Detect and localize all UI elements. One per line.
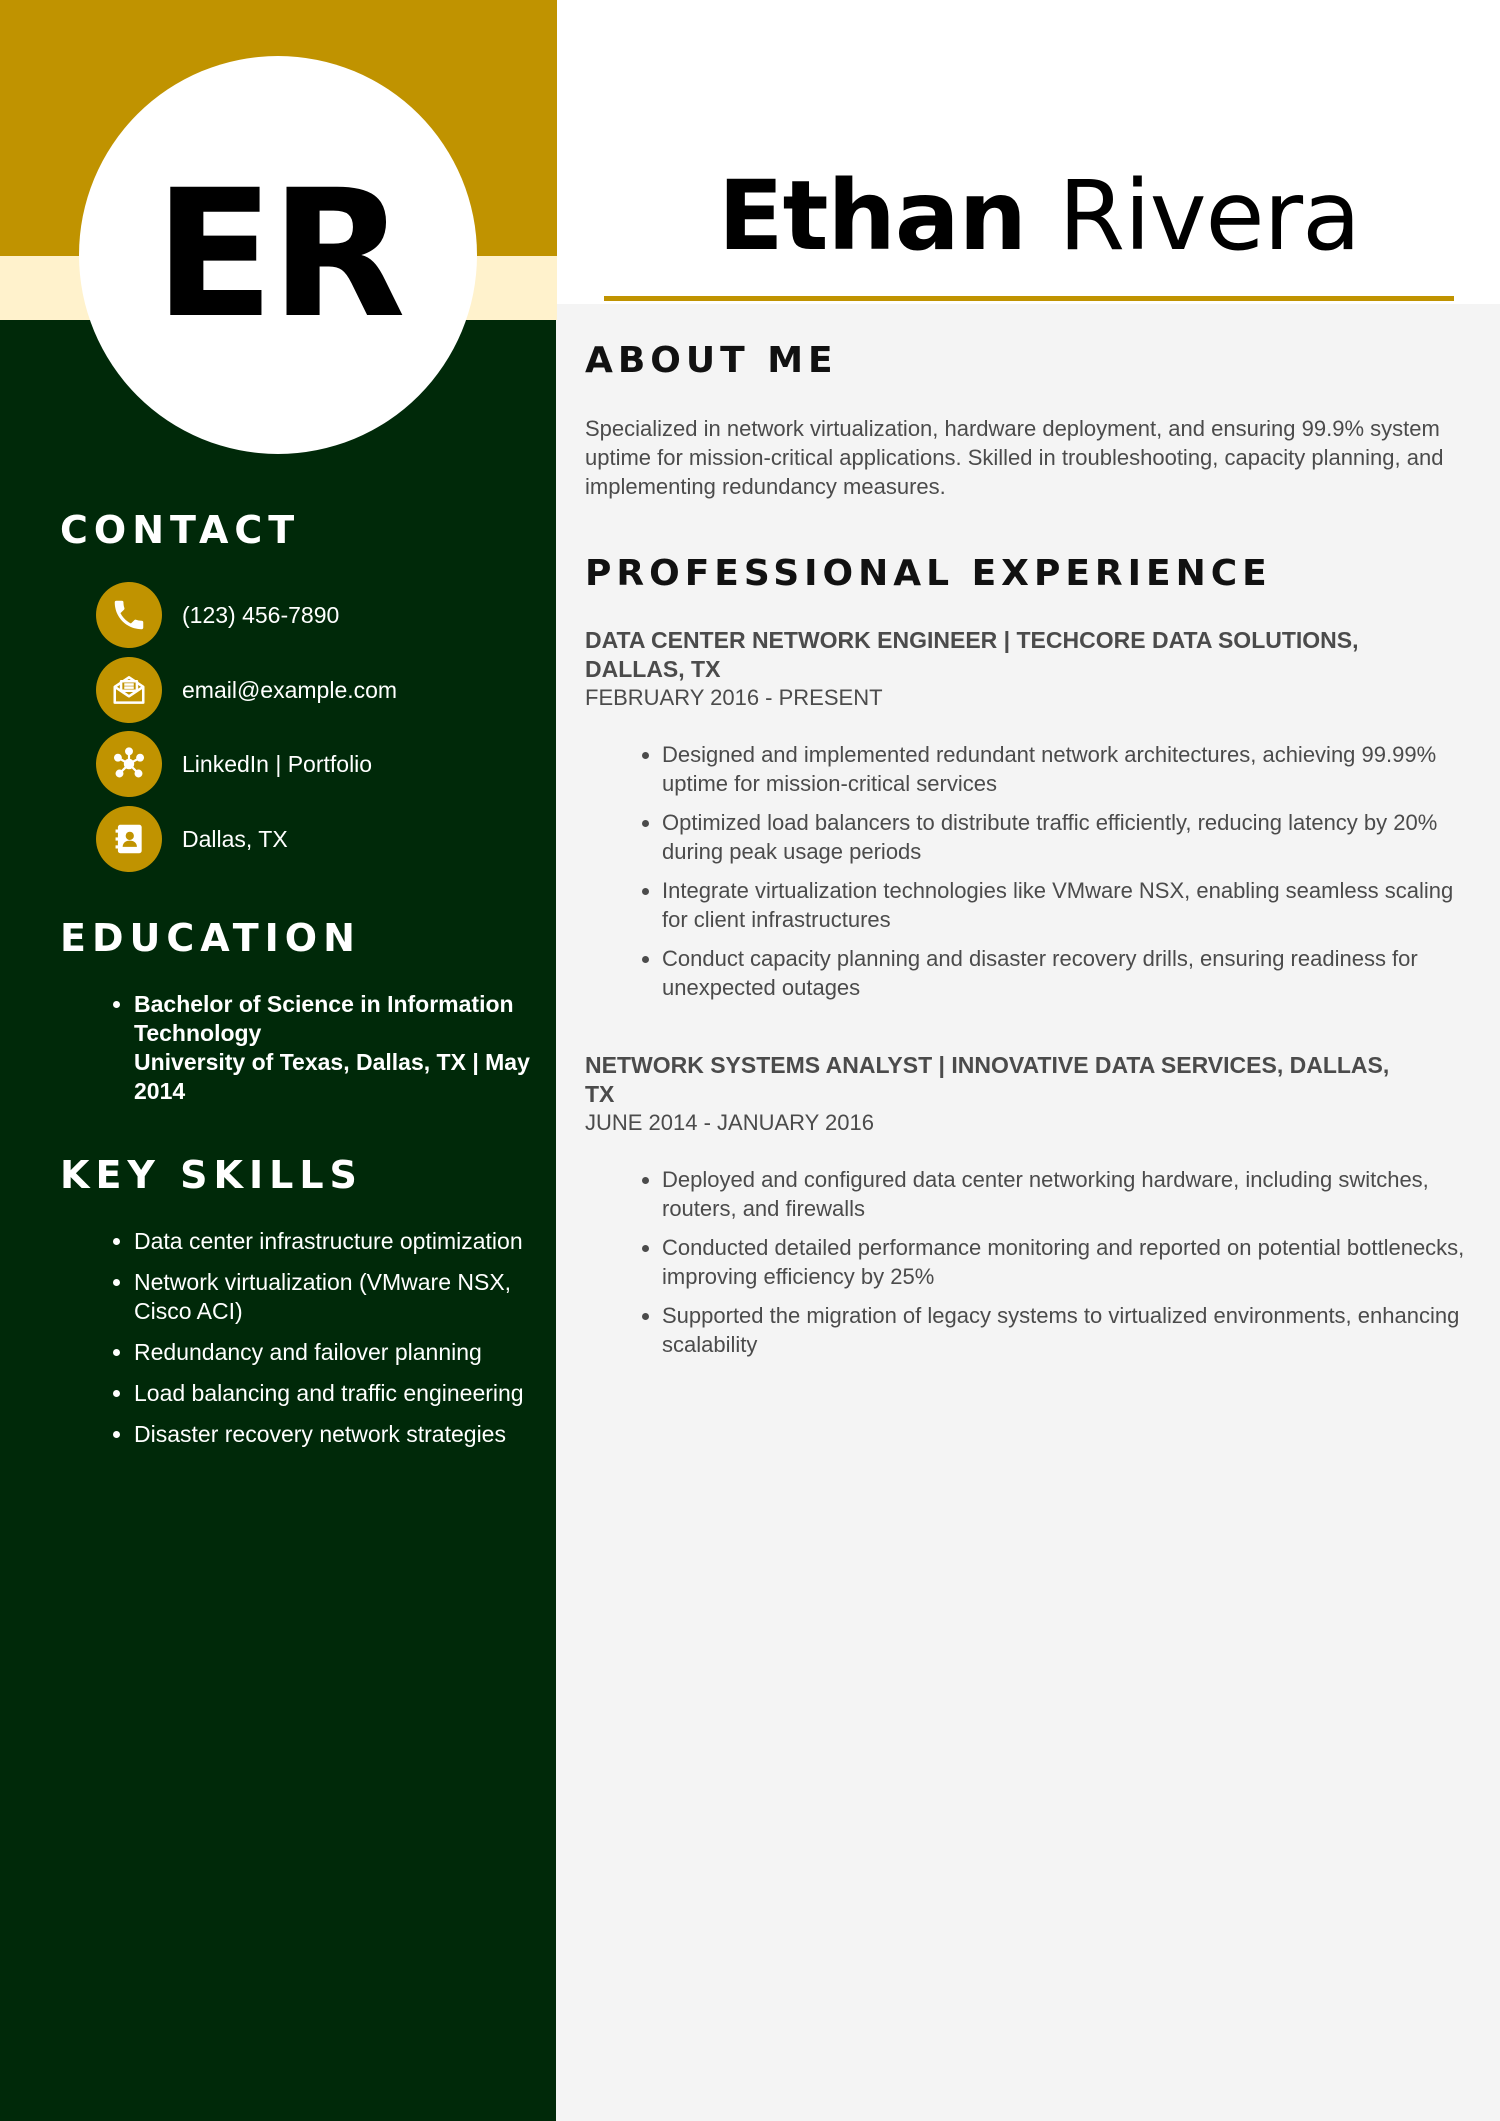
education-degree: Bachelor of Science in Information Technology <box>134 991 514 1046</box>
job-bullets <box>622 1165 1472 1369</box>
contact-email <box>96 657 397 723</box>
list-item: • Network virtualization (VMware NSX, Cisco ACI) <box>134 1268 534 1326</box>
job-title: NETWORK SYSTEMS ANALYST | INNOVATIVE DATA SERVICES, DALLAS, TX <box>585 1052 1390 1107</box>
job-dates: FEBRUARY 2016 - PRESENT <box>585 685 883 710</box>
list-item: • Designed and implemented redundant network architectures, achieving 99.99% uptime for mission-critical services <box>662 740 1472 798</box>
contact-email-text[interactable]: email@example.com <box>182 676 398 703</box>
contact-heading: CONTACT <box>60 508 301 552</box>
contact-links-text[interactable]: LinkedIn | Portfolio <box>182 750 373 777</box>
list-item: • Deployed and configured data center networking hardware, including switches, routers, and firewalls <box>662 1165 1472 1223</box>
list-item <box>134 990 534 1106</box>
about-heading: ABOUT ME <box>585 340 838 381</box>
phone-icon <box>96 582 162 648</box>
list-item: • Redundancy and failover planning <box>134 1338 534 1367</box>
list-item: • Disaster recovery network strategies <box>134 1420 534 1449</box>
email-icon <box>96 657 162 723</box>
monogram-initials: ER <box>154 152 402 357</box>
list-item: • Supported the migration of legacy systems to virtualized environments, enhancing scalability <box>662 1301 1472 1359</box>
list-item: • Optimized load balancers to distribute traffic efficiently, reducing latency by 20% during peak usage periods <box>662 808 1472 866</box>
education-list <box>96 990 534 1118</box>
list-item: • Conduct capacity planning and disaster recovery drills, ensuring readiness for unexpected outages <box>662 944 1472 1002</box>
list-item: • Conducted detailed performance monitoring and reported on potential bottlenecks, improving efficiency by 25% <box>662 1233 1472 1291</box>
experience-heading: PROFESSIONAL EXPERIENCE <box>585 553 1272 594</box>
contact-phone <box>96 582 339 648</box>
contact-location <box>96 806 288 872</box>
education-heading: EDUCATION <box>60 916 361 960</box>
list-item: • Integrate virtualization technologies like VMware NSX, enabling seamless scaling for client infrastructures <box>662 876 1472 934</box>
monogram-circle <box>79 56 477 454</box>
job-dates: JUNE 2014 - JANUARY 2016 <box>585 1110 874 1135</box>
education-school: University of Texas, Dallas, TX | May 2014 <box>134 1049 530 1104</box>
skills-heading: KEY SKILLS <box>60 1153 363 1197</box>
skills-list <box>96 1227 534 1461</box>
first-name: Ethan <box>718 160 1026 272</box>
list-item: • Load balancing and traffic engineering <box>134 1379 534 1408</box>
job-bullets <box>622 740 1472 1012</box>
job-title: DATA CENTER NETWORK ENGINEER | TECHCORE DATA SOLUTIONS, DALLAS, TX <box>585 627 1359 682</box>
contact-links <box>96 731 372 797</box>
name-underline <box>604 296 1454 301</box>
contact-location-text: Dallas, TX <box>182 825 288 852</box>
contact-phone-text[interactable]: (123) 456-7890 <box>182 601 340 628</box>
page-title <box>718 160 1360 272</box>
contact-card-icon <box>96 806 162 872</box>
list-item: • Data center infrastructure optimization <box>134 1227 534 1256</box>
network-icon <box>96 731 162 797</box>
about-text: Specialized in network virtualization, hardware deployment, and ensuring 99.9% system uptime for mission-critical applications. Skilled in troubleshooting, capacity planning, and implementing redundancy measures. <box>585 416 1444 499</box>
last-name: Rivera <box>1058 160 1360 272</box>
